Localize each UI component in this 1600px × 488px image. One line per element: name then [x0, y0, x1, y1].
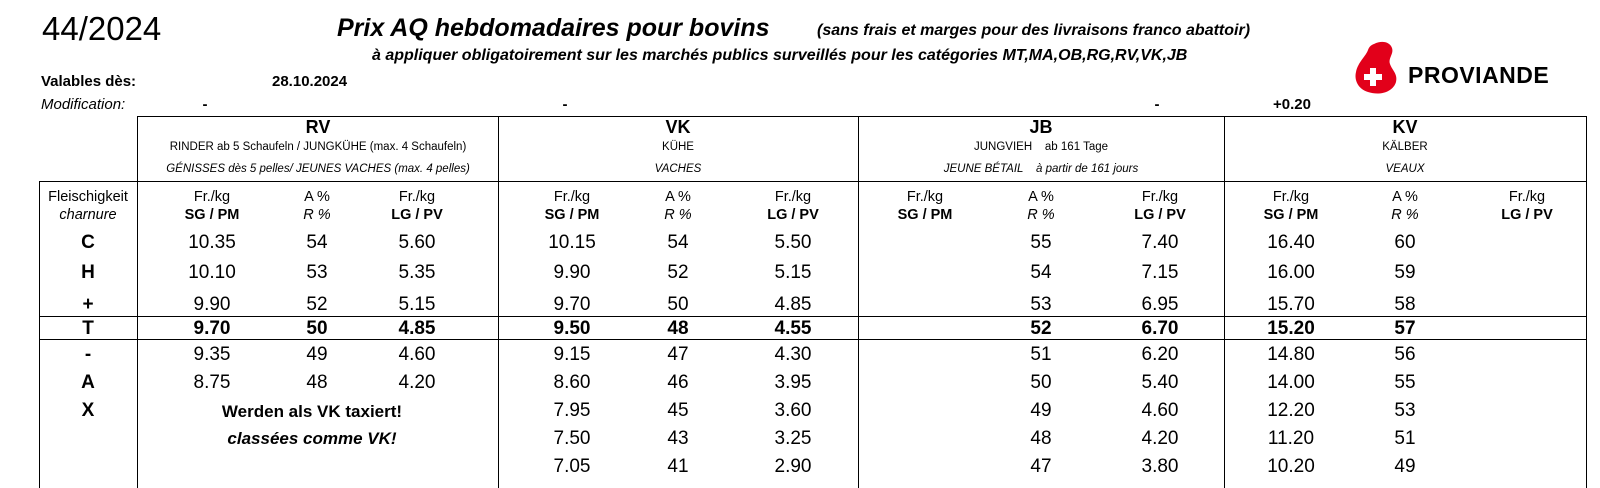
- price-cell: 53: [306, 262, 328, 283]
- price-cell: 16.40: [1267, 232, 1315, 253]
- price-cell: 9.35: [193, 344, 231, 365]
- modification-vk: -: [562, 96, 568, 113]
- column-header-kv-price-lg-bottom: LG / PV: [1501, 207, 1553, 223]
- price-cell: 50: [1030, 372, 1052, 393]
- price-cell: 55: [1030, 232, 1052, 253]
- valid-from-label: Valables dès:: [41, 73, 137, 90]
- price-cell: 3.95: [774, 372, 812, 393]
- column-header-rv-yield-top: A %: [304, 189, 330, 205]
- vk-jb-border: [858, 116, 859, 488]
- column-header-rv-price-lg-bottom: LG / PV: [391, 207, 443, 223]
- price-cell: 7.95: [553, 400, 591, 421]
- week-number: 44/2024: [42, 10, 162, 47]
- price-cell: 9.90: [193, 294, 231, 315]
- column-header-kv-yield-bottom: R %: [1391, 207, 1419, 223]
- price-cell: 60: [1394, 232, 1416, 253]
- price-cell: 15.70: [1267, 294, 1315, 315]
- price-cell: 16.00: [1267, 262, 1315, 283]
- column-header-kv-yield-top: A %: [1392, 189, 1418, 205]
- row-t-bottom-border: [39, 339, 1587, 340]
- valid-from-date: 28.10.2024: [272, 73, 348, 90]
- price-cell: 15.20: [1267, 318, 1315, 339]
- grade-label: C: [81, 232, 95, 253]
- price-cell: 45: [667, 400, 689, 421]
- price-cell: 7.15: [1141, 262, 1179, 283]
- price-cell: 4.20: [398, 372, 436, 393]
- price-cell: 59: [1394, 262, 1416, 283]
- price-cell: 52: [1030, 318, 1052, 339]
- price-cell: 5.60: [398, 232, 436, 253]
- price-cell: 51: [1394, 428, 1416, 449]
- table-header-border: [39, 181, 1587, 182]
- price-cell: 50: [306, 318, 328, 339]
- category-de-kv: KÄLBER: [1382, 141, 1428, 153]
- rv-note-de: Werden als VK taxiert!: [221, 402, 403, 421]
- price-cell: 53: [1394, 400, 1416, 421]
- column-header-jb-price-sg-bottom: SG / PM: [897, 207, 953, 223]
- price-cell: 10.35: [188, 232, 236, 253]
- price-cell: 49: [306, 344, 328, 365]
- price-cell: 3.25: [774, 428, 812, 449]
- column-header-vk-price-lg-bottom: LG / PV: [767, 207, 819, 223]
- rv-note-fr: classées comme VK!: [227, 429, 397, 448]
- column-header-rv-price-sg-bottom: SG / PM: [184, 207, 240, 223]
- price-cell: 49: [1394, 456, 1416, 477]
- price-cell: 56: [1394, 344, 1416, 365]
- column-header-jb-price-lg-bottom: LG / PV: [1134, 207, 1186, 223]
- grade-header-fr: charnure: [59, 207, 117, 223]
- price-cell: 10.20: [1267, 456, 1315, 477]
- price-cell: 5.35: [398, 262, 436, 283]
- price-cell: 6.95: [1141, 294, 1179, 315]
- price-cell: 6.20: [1141, 344, 1179, 365]
- price-cell: 12.20: [1267, 400, 1315, 421]
- column-header-vk-yield-bottom: R %: [664, 207, 692, 223]
- page-title: Prix AQ hebdomadaires pour bovins: [337, 14, 770, 42]
- price-cell: 14.00: [1267, 372, 1315, 393]
- price-cell: 49: [1030, 400, 1052, 421]
- modification-label: Modification:: [41, 96, 126, 113]
- column-header-rv-price-sg-top: Fr./kg: [193, 189, 231, 205]
- category-code-jb: JB: [1029, 117, 1053, 137]
- column-header-rv-yield-bottom: R %: [303, 207, 331, 223]
- price-cell: 46: [667, 372, 689, 393]
- category-code-rv: RV: [305, 117, 331, 137]
- price-cell: 2.90: [774, 456, 812, 477]
- grade-label: T: [82, 318, 94, 339]
- price-cell: 4.55: [774, 318, 812, 339]
- grade-label: -: [84, 344, 92, 365]
- category-fr-vk: VACHES: [654, 163, 702, 175]
- price-cell: 54: [1030, 262, 1052, 283]
- column-header-jb-yield-top: A %: [1028, 189, 1054, 205]
- column-header-vk-price-lg-top: Fr./kg: [774, 189, 812, 205]
- price-cell: 58: [1394, 294, 1416, 315]
- price-cell: 48: [667, 318, 689, 339]
- price-cell: 52: [306, 294, 328, 315]
- modification-kv: +0.20: [1273, 96, 1311, 113]
- category-fr-kv: VEAUX: [1385, 163, 1425, 175]
- price-cell: 9.90: [553, 262, 591, 283]
- price-cell: 5.15: [398, 294, 436, 315]
- category-code-kv: KV: [1392, 117, 1418, 137]
- price-cell: 4.60: [398, 344, 436, 365]
- price-cell: 9.50: [553, 318, 591, 339]
- column-header-vk-price-sg-top: Fr./kg: [553, 189, 591, 205]
- price-cell: 54: [667, 232, 689, 253]
- price-cell: 9.70: [553, 294, 591, 315]
- price-cell: 6.70: [1141, 318, 1179, 339]
- category-fr-jb: JEUNE BÉTAIL à partir de 161 jours: [943, 163, 1139, 175]
- price-cell: 55: [1394, 372, 1416, 393]
- category-fr-rv: GÉNISSES dès 5 pelles/ JEUNES VACHES (max. 4 pelles): [166, 163, 470, 175]
- price-cell: 9.15: [553, 344, 591, 365]
- table-right-border: [1586, 116, 1587, 488]
- price-cell: 11.20: [1267, 428, 1315, 449]
- modification-jb: -: [1154, 96, 1160, 113]
- price-cell: 51: [1030, 344, 1052, 365]
- price-cell: 8.75: [193, 372, 231, 393]
- price-cell: 8.60: [553, 372, 591, 393]
- page-subtitle: à appliquer obligatoirement sur les marchés publics surveillés pour les catégories MT,MA,OB,RG,RV,VK,JB: [372, 47, 1188, 64]
- price-cell: 9.70: [193, 318, 231, 339]
- price-cell: 41: [667, 456, 689, 477]
- price-cell: 4.20: [1141, 428, 1179, 449]
- title-note: (sans frais et marges pour des livraisons franco abattoir): [817, 22, 1251, 39]
- column-header-vk-price-sg-bottom: SG / PM: [544, 207, 600, 223]
- column-header-kv-price-sg-bottom: SG / PM: [1263, 207, 1319, 223]
- price-cell: 3.60: [774, 400, 812, 421]
- column-header-rv-price-lg-top: Fr./kg: [398, 189, 436, 205]
- column-header-vk-yield-top: A %: [665, 189, 691, 205]
- category-de-vk: KÜHE: [662, 141, 694, 153]
- column-header-jb-price-lg-top: Fr./kg: [1141, 189, 1179, 205]
- column-header-kv-price-lg-top: Fr./kg: [1508, 189, 1546, 205]
- rv-vk-border: [498, 116, 499, 488]
- price-cell: 4.85: [774, 294, 812, 315]
- table-top-border: [137, 116, 1587, 117]
- price-cell: 5.50: [774, 232, 812, 253]
- price-cell: 7.40: [1141, 232, 1179, 253]
- price-cell: 5.40: [1141, 372, 1179, 393]
- grade-label: A: [81, 372, 95, 393]
- jb-kv-border: [1224, 116, 1225, 488]
- column-header-kv-price-sg-top: Fr./kg: [1272, 189, 1310, 205]
- price-cell: 4.60: [1141, 400, 1179, 421]
- category-de-rv: RINDER ab 5 Schaufeln / JUNGKÜHE (max. 4 Schaufeln): [169, 141, 467, 153]
- price-cell: 57: [1394, 318, 1416, 339]
- price-cell: 50: [667, 294, 689, 315]
- price-cell: 47: [667, 344, 689, 365]
- column-header-jb-price-sg-top: Fr./kg: [906, 189, 944, 205]
- grade-header-de: Fleischigkeit: [48, 189, 128, 205]
- price-cell: 7.50: [553, 428, 591, 449]
- grade-label: X: [81, 400, 95, 421]
- row-t-top-border: [39, 316, 1587, 317]
- table-left-border: [39, 181, 40, 488]
- price-cell: 3.80: [1141, 456, 1179, 477]
- category-code-vk: VK: [665, 117, 691, 137]
- price-cell: 4.85: [398, 318, 436, 339]
- price-cell: 4.30: [774, 344, 812, 365]
- price-cell: 48: [1030, 428, 1052, 449]
- price-cell: 14.80: [1267, 344, 1315, 365]
- category-de-jb: JUNGVIEH ab 161 Tage: [973, 141, 1109, 153]
- price-cell: 47: [1030, 456, 1052, 477]
- price-cell: 7.05: [553, 456, 591, 477]
- price-cell: 10.15: [548, 232, 596, 253]
- price-cell: 53: [1030, 294, 1052, 315]
- price-cell: 52: [667, 262, 689, 283]
- modification-rv: -: [202, 96, 208, 113]
- price-cell: 54: [306, 232, 328, 253]
- grade-label: H: [81, 262, 95, 283]
- logo-text: PROVIANDE: [1408, 62, 1550, 88]
- price-cell: 43: [667, 428, 689, 449]
- grade-column-border: [137, 116, 138, 488]
- price-cell: 48: [306, 372, 328, 393]
- price-cell: 10.10: [188, 262, 236, 283]
- price-cell: 5.15: [774, 262, 812, 283]
- grade-label: +: [82, 294, 94, 315]
- column-header-jb-yield-bottom: R %: [1027, 207, 1055, 223]
